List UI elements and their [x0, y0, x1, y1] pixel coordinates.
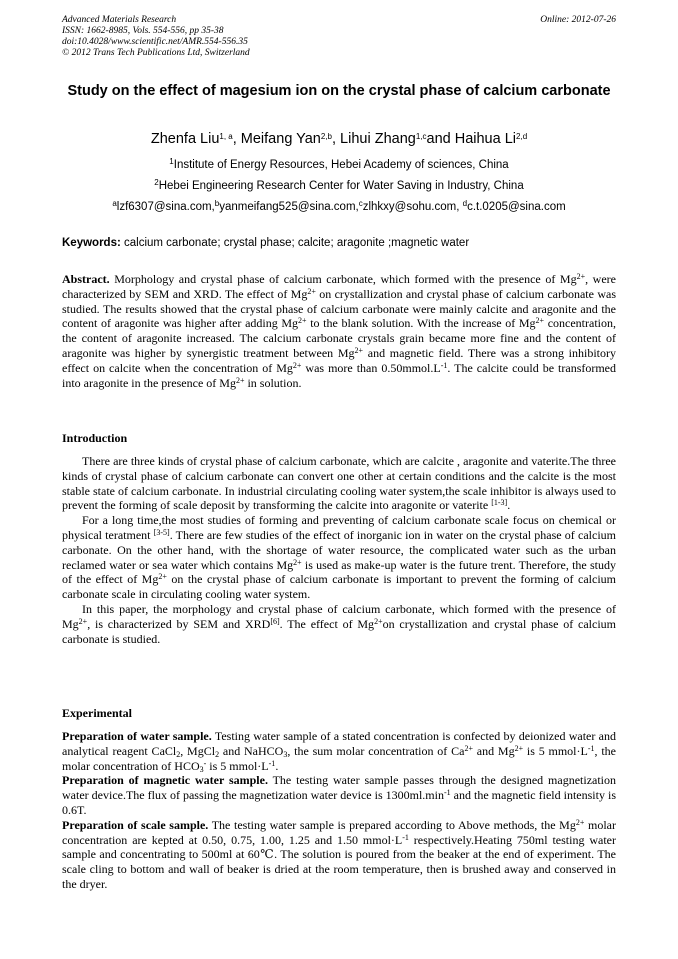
scale-sample-paragraph: [62, 818, 616, 892]
superscript: 2+: [307, 286, 316, 296]
keywords-text: calcium carbonate; crystal phase; calcite; aragonite ;magnetic water: [120, 237, 470, 249]
email-marker: b: [214, 199, 220, 208]
text-run: and magnetic field. There was a strong inhibitory effect on calcite when the concentration of Mg: [62, 345, 616, 375]
text-run: and NaHCO: [219, 743, 284, 758]
experimental-heading: Experimental: [62, 706, 132, 720]
text-run: . There are few studies of the effect of inorganic ion in water on the crystal phase of calcium carbonate. On the other hand, with the shortage of water resource, the complicated water such as the urban reclamed water or sea water which contains Mg: [62, 527, 616, 572]
introduction-section: [62, 454, 616, 646]
text-run: Testing water sample of a stated concentration is confected by deionized water and analytical reagent CaCl: [62, 729, 616, 758]
text-run: , the molar concentration of HCO: [62, 743, 616, 773]
superscript: 2+: [576, 272, 586, 281]
superscript: 2+: [78, 616, 88, 626]
text-run: and the magnetic field intensity is 0.6T.: [62, 788, 616, 817]
affiliation-text: Hebei Engineering Research Center for Water Saving in Industry, China: [158, 180, 524, 192]
author-superscript: 1, a: [219, 132, 233, 141]
affiliation-1: [62, 158, 616, 172]
abstract-label: Abstract.: [62, 272, 110, 286]
author-name: , Meifang Yan: [232, 131, 321, 147]
text-run: , the sum molar concentration of Ca: [287, 743, 465, 758]
text-run: In this paper, the morphology and crystal phase of calcium carbonate, which formed with the presence of Mg: [62, 601, 616, 631]
text-run: is 5 mmol·L: [206, 758, 269, 773]
journal-header: [62, 15, 616, 59]
intro-paragraph-2: [62, 513, 616, 602]
affiliation-marker: 2: [154, 178, 159, 187]
superscript: -1: [587, 743, 595, 753]
issn-line: ISSN: 1662-8985, Vols. 554-556, pp 35-38: [62, 26, 224, 36]
text-run: . The effect of Mg: [279, 616, 375, 631]
magnetic-water-paragraph: [62, 773, 616, 817]
superscript: 2+: [293, 557, 302, 567]
text-run: and Mg: [472, 743, 515, 758]
affiliation-2: [62, 179, 616, 193]
text-run: is 5 mmol·L: [523, 743, 588, 758]
subsection-label: Preparation of scale sample.: [62, 817, 209, 832]
subscript: 3: [283, 749, 288, 759]
water-sample-paragraph: [62, 729, 616, 773]
introduction-heading: Introduction: [62, 431, 128, 445]
email-marker: d: [462, 199, 468, 208]
text-run: to the blank solution. With the increase of Mg: [306, 316, 536, 331]
superscript: 2+: [575, 817, 585, 827]
subsection-label: Preparation of water sample.: [62, 729, 212, 743]
subscript: 2: [215, 749, 220, 759]
keywords: [62, 236, 616, 250]
subscript: 3: [199, 764, 204, 774]
copyright-line: © 2012 Trans Tech Publications Ltd, Switzerland: [62, 48, 250, 58]
author-name: and Haihua Li: [426, 131, 517, 147]
email-marker: c: [358, 199, 363, 208]
email-address: c.t.0205@sina.com: [467, 201, 566, 213]
affiliation-text: Institute of Energy Resources, Hebei Academy of sciences, China: [173, 159, 509, 171]
superscript: 2+: [535, 316, 545, 326]
text-run: , were characterized by SEM and XRD. The effect of Mg: [62, 272, 616, 301]
text-run: The testing water sample is prepared according to Above methods, the Mg: [208, 817, 576, 832]
superscript: 2+: [158, 572, 167, 582]
text-run: The testing water sample passes through the designed magnetization water device.The flux of passing the magnetization water device is 1300ml.min: [62, 773, 617, 803]
superscript: 2+: [235, 375, 245, 385]
keywords-label: Keywords:: [62, 237, 121, 249]
abstract-paragraph: [62, 272, 616, 390]
superscript: 2+: [514, 743, 524, 753]
doi-line: doi:10.4028/www.scientific.net/AMR.554-556.35: [62, 37, 248, 47]
email-list: [62, 200, 616, 214]
email-address: zlhkxy@sohu.com,: [362, 201, 463, 213]
superscript: -1: [402, 832, 409, 842]
intro-paragraph-1: [62, 454, 616, 513]
text-run: concentration, the content of aragonite increased. The calcium carbonate crystals grain became more fine and the content of aragonite was higher by synergistic treatment between Mg: [62, 316, 617, 360]
text-run: respectively.Heating 750ml testing water sample and concentrating to 500ml at 60℃. The solution is poured from the beaker at the end of experiment. The scale cling to bottom and wall of beaker is dried at the room temperature, then is brushed away and conserved in the dryer.: [62, 832, 616, 891]
superscript: -1: [440, 360, 448, 370]
text-run: . The calcite could be transformed into aragonite in the presence of Mg: [62, 360, 617, 390]
author-superscript: 2,d: [516, 132, 528, 141]
text-run: molar concentration are kepted at 0.50, 0.75, 1.00, 1.25 and 1.50 mmol·L: [62, 817, 616, 847]
text-run: was more than 0.50mmol.L: [301, 360, 441, 375]
text-run: .: [275, 758, 279, 773]
text-run: on crystallization and crystal phase of calcium carbonate is studied.: [62, 616, 616, 646]
superscript: -1: [268, 758, 276, 768]
author-name: Zhenfa Liu: [150, 131, 220, 147]
author-name: , Lihui Zhang: [332, 131, 416, 147]
text-run: on crystallization and crystal phase of calcium carbonate was studied. The results showed that the crystal phase of calcium carbonate were mainly calcite and aragonite and the content of aragonite was higher after adding Mg: [62, 286, 616, 331]
text-run: in solution.: [244, 375, 302, 390]
text-run: There are three kinds of crystal phase of calcium carbonate, which are calcite , aragonite and vaterite.The three kinds of crystal phase of calcium carbonate can convert one other at certain conditions and the calcite is the most stable state of calcium carbonate. In industrial circulating cooling water system,the scale inhibitor is always used to prevent the forming of scale deposit by transforming the calcite into aragonite or vaterite: [62, 454, 616, 513]
text-run: Morphology and crystal phase of calcium carbonate, which formed with the presence of Mg: [109, 272, 577, 286]
superscript: 2+: [464, 743, 473, 753]
online-date: Online: 2012-07-26: [540, 15, 616, 25]
superscript: 2+: [374, 616, 383, 626]
superscript: 2+: [292, 360, 302, 370]
superscript: -1: [443, 788, 451, 798]
citation: [6]: [270, 616, 280, 626]
superscript: 2+: [354, 345, 364, 355]
superscript: -: [203, 758, 207, 768]
text-run: is used as make-up water is the future trent. Therefore, the study of the effect of Mg: [62, 557, 616, 587]
subscript: 2: [176, 749, 181, 759]
citation: [3-5]: [153, 527, 170, 537]
author-superscript: 1,c: [415, 132, 427, 141]
experimental-section: [62, 729, 616, 892]
intro-paragraph-3: [62, 602, 616, 646]
text-run: on the crystal phase of calcium carbonate is important to prevent the forming of calcium carbonate scale in circulating cooling water system.: [62, 572, 616, 602]
journal-name: Advanced Materials Research: [62, 15, 177, 25]
subsection-label: Preparation of magnetic water sample.: [62, 773, 268, 788]
citation: [1-3]: [491, 498, 508, 508]
email-address: lzf6307@sina.com,: [116, 201, 215, 213]
email-address: yanmeifang525@sina.com,: [219, 201, 359, 213]
affiliation-marker: 1: [169, 157, 174, 166]
abstract: [62, 272, 616, 390]
text-run: , MgCl: [180, 743, 216, 758]
text-run: , is characterized by SEM and XRD: [87, 616, 271, 631]
author-superscript: 2,b: [320, 132, 332, 141]
superscript: 2+: [298, 316, 307, 326]
text-run: .: [507, 498, 511, 513]
paper-title: Study on the effect of magesium ion on the crystal phase of calcium carbonate: [67, 83, 611, 99]
author-list: [62, 130, 616, 148]
email-marker: a: [112, 199, 117, 208]
text-run: For a long time,the most studies of forming and preventing of calcium carbonate scale focus on chemical or physical teratment: [62, 513, 616, 542]
